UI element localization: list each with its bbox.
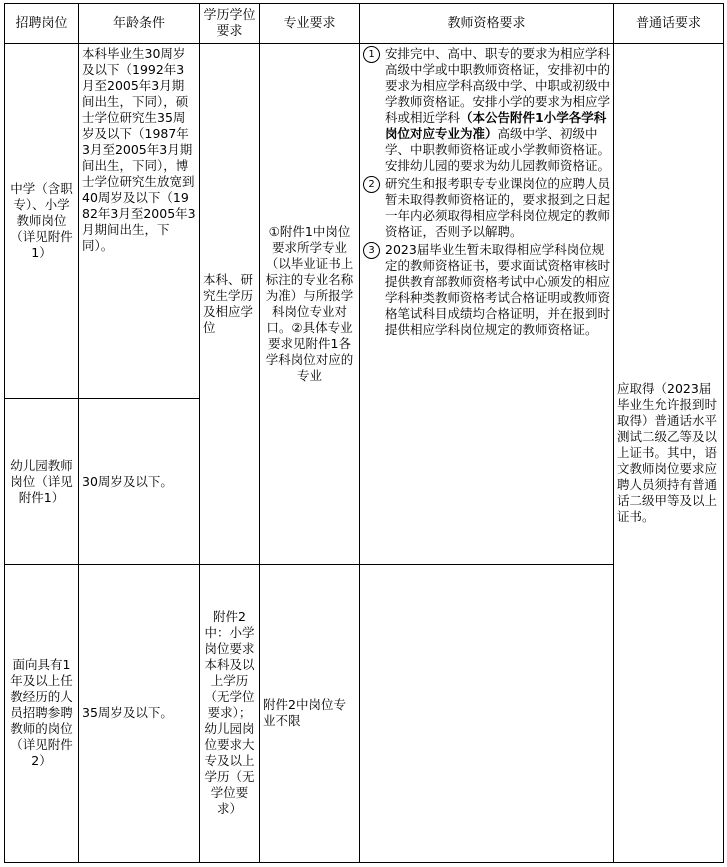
experienced-education-cell: 附件2中：小学岗位要求本科及以上学历（无学位要求）；幼儿园岗位要求大专及以上学历（无学位要求） [200, 564, 260, 862]
circled-number: 1 [363, 46, 380, 63]
header-age: 年龄条件 [79, 4, 200, 44]
qualification-text: 安排完中、高中、职专的要求为相应学科高级中学或中职教师资格证，安排初中的要求为相应学科高级中学、中职或初级中学教师资格证。安排小学的要求为相应学科或相近学科 [385, 46, 611, 126]
mandarin-cell: 应取得（2023届毕业生允许报到时取得）普通话水平测试二级乙等及以上证书。其中，语文教师岗位要求应聘人员须持有普通话二级甲等及以上证书。 [614, 44, 724, 863]
qualification-cell [360, 44, 614, 565]
qualification-item-2 [363, 176, 610, 240]
qualification-text: 研究生和报考职专专业课岗位的应聘人员暂未取得教师资格证的，要求报到之日起一年内必须取得相应学科岗位规定的教师资格证，否则予以解聘。 [385, 176, 611, 240]
header-education: 学历学位要求 [200, 4, 260, 44]
header-post: 招聘岗位 [5, 4, 79, 44]
qualification-text: 2023届毕业生暂未取得相应学科岗位规定的教师资格证书，要求面试资格审核时提供教育部教师资格考试中心颁发的相应学科种类教师资格考试合格证明或教师资格笔试科目成绩均合格证明，并在报到时提供相应学科岗位规定的教师资格证。 [385, 242, 611, 338]
qualification-text: 高级中学、初级中学、中职教师资格证或小学教师资格证。安排幼儿园的要求为幼儿园教师资格证。 [385, 126, 611, 174]
header-row [5, 4, 724, 44]
row-middle-primary [5, 44, 724, 399]
qualification-bold-note: （本公告附件1小学各学科岗位对应专业为准） [385, 110, 607, 142]
header-qualification: 教师资格要求 [360, 4, 614, 44]
header-major: 专业要求 [260, 4, 360, 44]
experienced-major-cell: 附件2中岗位专业不限 [260, 564, 360, 862]
shared-major-cell: ①附件1中岗位要求所学专业（以毕业证书上标注的专业名称为准）与所报学科岗位专业对口。②具体专业要求见附件1各学科岗位对应的专业 [260, 44, 360, 565]
qualification-item-1 [363, 46, 610, 174]
experienced-post-cell: 面向具有1年及以上任教经历的人员招聘参聘教师的岗位（详见附件2） [5, 564, 79, 862]
header-mandarin: 普通话要求 [614, 4, 724, 44]
kinder-age-cell: 30周岁及以下。 [79, 399, 200, 564]
middle-post-cell: 中学（含职专）、小学教师岗位（详见附件1） [5, 44, 79, 399]
circled-number: 3 [363, 242, 380, 259]
middle-age-cell: 本科毕业生30周岁及以下（1992年3月至2005年3月期间出生，下同），硕士学位研究生35周岁及以下（1987年3月至2005年3月期间出生，下同），博士学位研究生放宽到40周岁及以下（1982年3月至2005年3月期间出生，下同）。 [79, 44, 200, 399]
circled-number: 2 [363, 176, 380, 193]
empty-qualification-cell [360, 564, 614, 862]
experienced-age-cell: 35周岁及以下。 [79, 564, 200, 862]
shared-education-cell: 本科、研究生学历及相应学位 [200, 44, 260, 565]
recruitment-requirements-table [4, 3, 724, 863]
qualification-list [363, 46, 610, 338]
kinder-post-cell: 幼儿园教师岗位（详见附件1） [5, 399, 79, 564]
qualification-item-3 [363, 242, 610, 338]
